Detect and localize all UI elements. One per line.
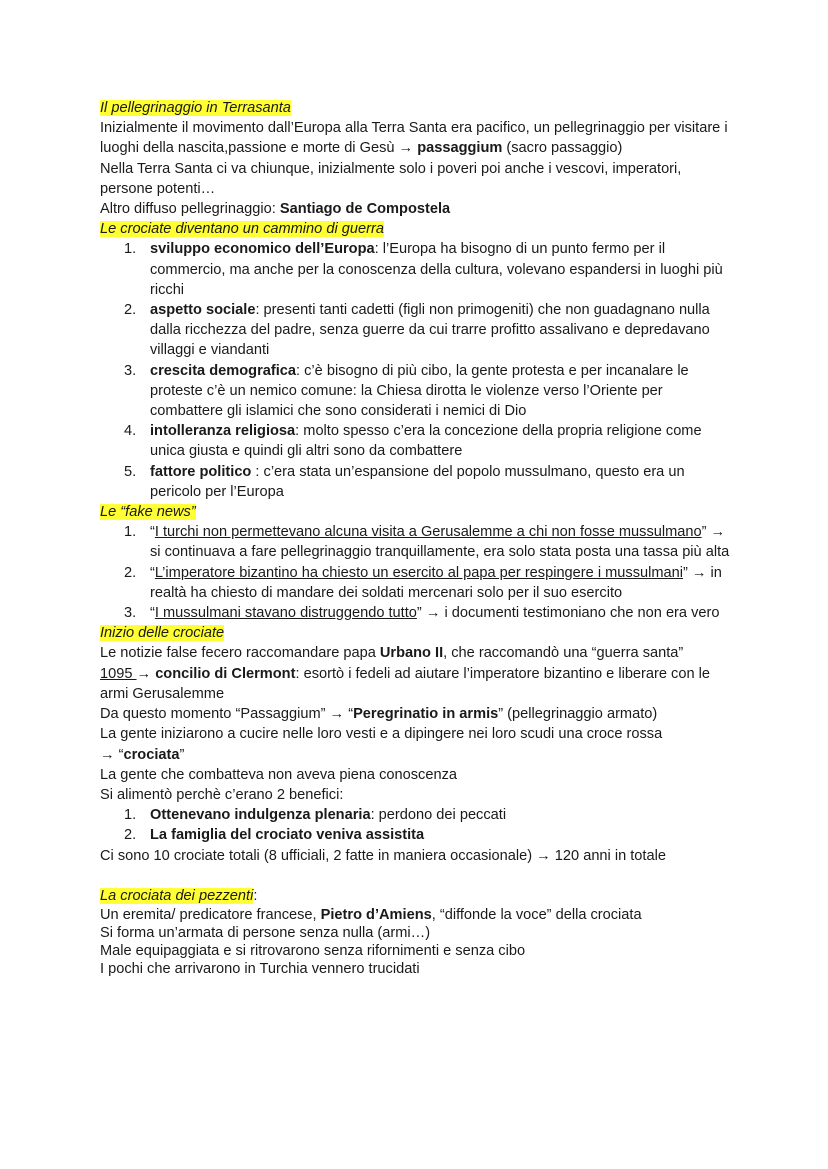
paragraph: Si alimentò perchè c’erano 2 benefici: (100, 786, 344, 803)
causes-list (100, 239, 732, 502)
list-item: 4. intolleranza religiosa: molto spesso c’era la concezione della propria religione come unica giusta e quindi gli altri sono da combattere (124, 423, 702, 460)
document-page (100, 98, 732, 978)
section-heading-pilgrimage: Il pellegrinaggio in Terrasanta (100, 100, 291, 116)
list-item: 2. La famiglia del crociato veniva assistita (124, 827, 425, 844)
list-item: 5. fattore politico : c’era stata un’espansione del popolo mussulmano, questo era un pericolo per l’Europa (124, 463, 685, 500)
list-item: 1. Ottenevano indulgenza plenaria: perdono dei peccati (124, 807, 507, 824)
paragraph: La gente iniziarono a cucire nelle loro vesti e a dipingere nei loro scudi una croce rossa (100, 726, 663, 743)
paragraph: Altro diffuso pellegrinaggio: Santiago de Compostela (100, 201, 451, 218)
paragraph: Male equipaggiata e si ritrovarono senza rifornimenti e senza cibo (100, 942, 526, 959)
paragraph: Da questo momento “Passaggium” → “Peregrinatio in armis” (pellegrinaggio armato) (100, 706, 658, 723)
paragraph: I pochi che arrivarono in Turchia vennero trucidati (100, 960, 420, 977)
section-heading-war-path: Le crociate diventano un cammino di guerra (100, 221, 384, 238)
paragraph: Un eremita/ predicatore francese, Pietro d’Amiens, “diffonde la voce” della crociata (100, 906, 642, 923)
section-heading-crusades-start: Inizio delle crociate (100, 625, 225, 642)
list-item: 1. sviluppo economico dell’Europa: l’Europa ha bisogno di un punto fermo per il commercio, ma anche per la conoscenza della cultura, volevano espandersi in luoghi più ricchi (124, 241, 723, 298)
list-item: 3. “I mussulmani stavano distruggendo tutto” → i documenti testimoniano che non era vero (124, 605, 720, 622)
benefits-list (100, 805, 732, 845)
fake-news-list (100, 522, 732, 623)
paragraph: Ci sono 10 crociate totali (8 ufficiali, 2 fatte in maniera occasionale) → 120 anni in totale (100, 847, 666, 864)
spacer (100, 866, 732, 886)
paragraph: → “crociata” (100, 746, 185, 763)
section-heading-fake-news: Le “fake news” (100, 504, 196, 521)
paragraph: Nella Terra Santa ci va chiunque, inizialmente solo i poveri poi anche i vescovi, imperatori, persone potenti… (100, 160, 682, 197)
paragraph: Si forma un’armata di persone senza nulla (armi…) (100, 924, 431, 941)
list-item: 2. aspetto sociale: presenti tanti cadetti (figli non primogeniti) che non guadagnano nulla dalla ricchezza del padre, senza guerre da cui trarre profitto assalivano e depredavano villaggi e viandanti (124, 302, 710, 359)
paragraph: Inizialmente il movimento dall’Europa alla Terra Santa era pacifico, un pellegrinaggio per visitare i luoghi della nascita,passione e morte di Gesù → passaggium (sacro passaggio) (100, 120, 728, 157)
list-item: 3. crescita demografica: c’è bisogno di più cibo, la gente protesta e per incanalare le proteste c’è un nemico comune: la Chiesa dirotta le violenze verso l’Oriente per combattere gli islamici che sono considerati i nemici di Dio (124, 362, 689, 420)
paragraph: La gente che combatteva non aveva piena conoscenza (100, 766, 457, 783)
paragraph: Le notizie false fecero raccomandare papa Urbano II, che raccomandò una “guerra santa” (100, 645, 684, 662)
list-item: 2. “L’imperatore bizantino ha chiesto un esercito al papa per respingere i mussulmani” → in realtà ha chiesto di mandare dei soldati mercenari solo per il suo esercito (124, 564, 722, 601)
section-heading-peasants-crusade: La crociata dei pezzenti: (100, 887, 258, 904)
paragraph: 1095 → concilio di Clermont: esortò i fedeli ad aiutare l’imperatore bizantino e liberare con le armi Gerusalemme (100, 665, 711, 702)
list-item: 1. “I turchi non permettevano alcuna visita a Gerusalemme a chi non fosse mussulmano” → si continuava a fare pellegrinaggio tranquillamente, era solo stata posta una tassa più alta (124, 524, 730, 561)
